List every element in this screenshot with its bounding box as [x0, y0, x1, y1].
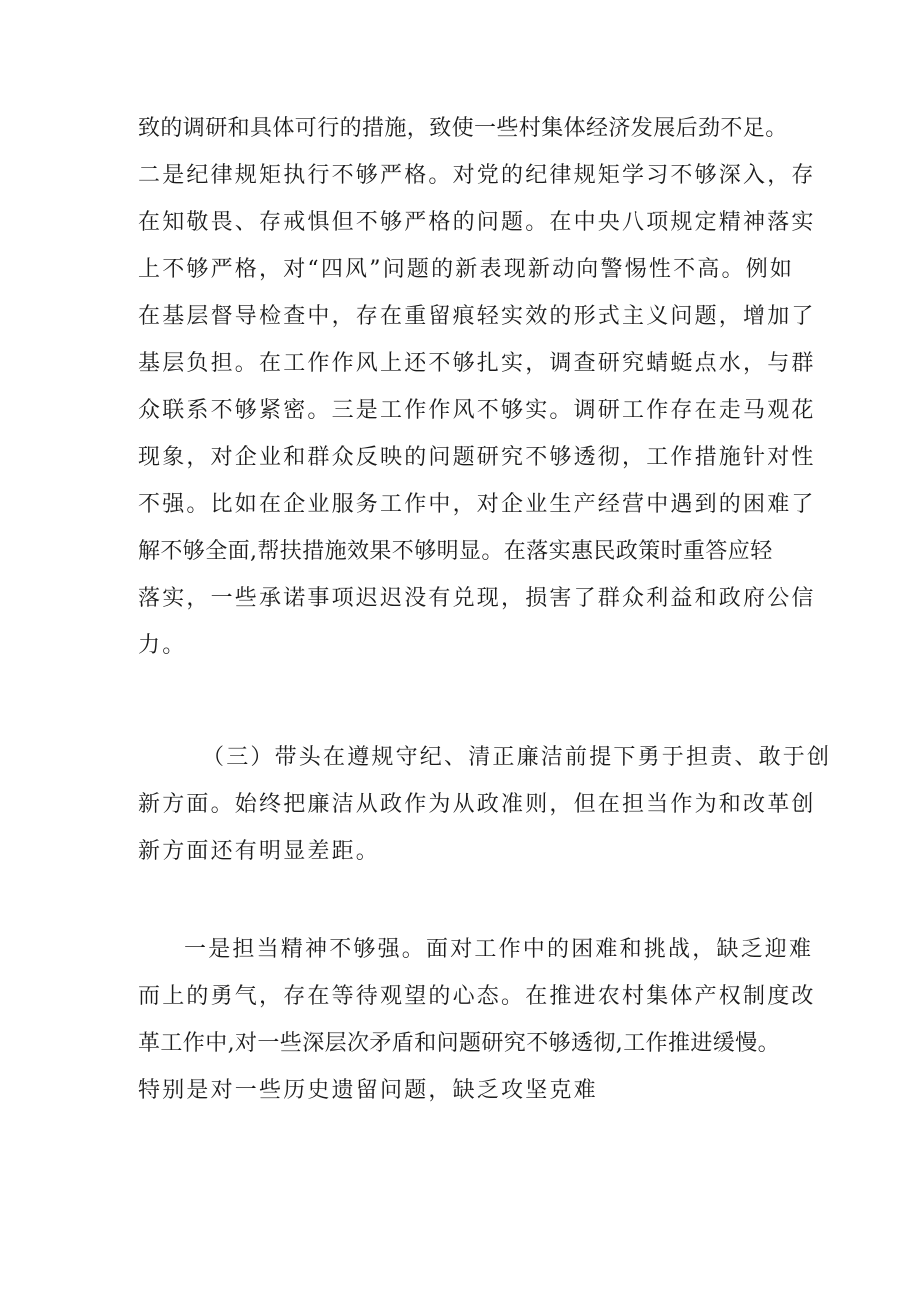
text-line: 现象，对企业和群众反映的问题研究不够透彻，工作措施针对性	[138, 445, 816, 470]
text-line: 解不够全面,帮扶措施效果不够明显。在落实惠民政策时重答应轻	[138, 539, 773, 564]
text-line: 新方面还有明显差距。	[138, 839, 381, 864]
text-line: 二是纪律规矩执行不够严格。对党的纪律规矩学习不够深入，存	[138, 163, 816, 188]
text-line: 革工作中,对一些深层次矛盾和问题研究不够透彻,工作推进缓慢。	[138, 1031, 780, 1056]
text-line: 基层负担。在工作作风上还不够扎实，调查研究蜻蜓点水，与群	[138, 351, 816, 376]
paragraph-3	[138, 926, 816, 1114]
text-line: 力。	[138, 633, 187, 658]
text-line: 不强。比如在企业服务工作中，对企业生产经营中遇到的困难了	[138, 492, 816, 517]
text-line: 新方面。始终把廉洁从政作为从政准则，但在担当作为和改革创	[138, 792, 816, 817]
paragraph-2	[138, 734, 832, 875]
text-line: 在知敬畏、存戒惧但不够严格的问题。在中央八项规定精神落实	[138, 210, 816, 235]
text-line: 上不够严格，对“四风”问题的新表现新动向警惕性不高。例如	[138, 257, 795, 282]
paragraph-1	[138, 105, 816, 669]
text-line: 一是担当精神不够强。面对工作中的困难和挑战，缺乏迎难	[184, 937, 814, 962]
text-line: 致的调研和具体可行的措施，致使一些村集体经济发展后劲不足。	[138, 116, 788, 141]
text-line: 特别是对一些历史遗留问题，缺乏攻坚克难	[138, 1078, 598, 1103]
text-line: 而上的勇气，存在等待观望的心态。在推进农村集体产权制度改	[138, 984, 816, 1009]
text-line: 落实，一些承诺事项迟迟没有兑现，损害了群众利益和政府公信	[138, 586, 816, 611]
section-heading-line: （三）带头在遵规守纪、清正廉洁前提下勇于担责、敢于创	[202, 745, 832, 770]
text-line: 在基层督导检查中，存在重留痕轻实效的形式主义问题，增加了	[138, 304, 816, 329]
text-line: 众联系不够紧密。三是工作作风不够实。调研工作存在走马观花	[138, 398, 816, 423]
